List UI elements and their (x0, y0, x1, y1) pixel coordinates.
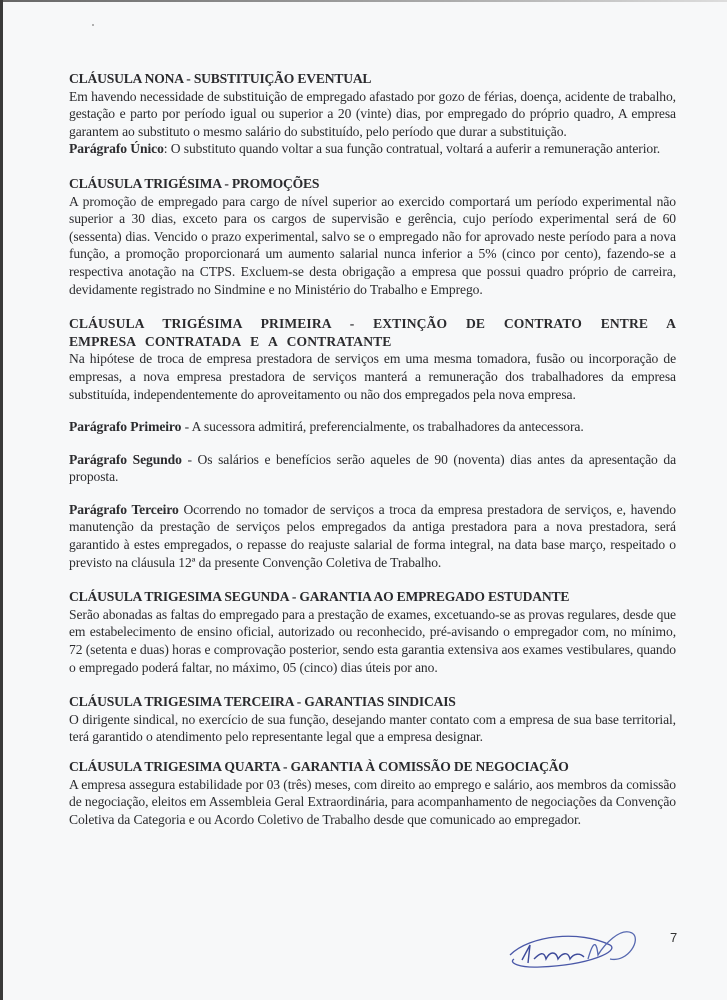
clause-body: Em havendo necessidade de substituição de empregado afastado por gozo de férias, doença, acidente de trabalho, gestação e parto por período igual ou superior a 20 (vinte) dias, por empregado do próprio quadro, A empresa garantem ao substituto o mesmo salário do substituído, pelo período que durar a substituição. (69, 88, 676, 139)
clause-heading: CLÁUSULA NONA - SUBSTITUIÇÃO EVENTUAL (69, 71, 372, 86)
paragraph-label: Parágrafo Único (69, 141, 164, 157)
clause-heading: CLÁUSULA TRIGÉSIMA - PROMOÇÕES (69, 175, 320, 191)
paragraph-text: A sucessora admitirá, preferencialmente, os trabalhadores da antecessora. (191, 419, 584, 435)
clause-trigesima-quarta (69, 758, 676, 828)
clause-trigesima-terceira (69, 693, 676, 746)
paragraph-sep: : (163, 141, 171, 157)
clause-trigesima-segunda (69, 588, 676, 676)
paragraph-segundo (69, 451, 676, 486)
paragraph-label: Parágrafo Terceiro (69, 501, 179, 517)
clause-body: A promoção de empregado para cargo de nível superior ao exercido comportará um período experimental não superior a 30 dias, exceto para os cargos de supervisão e gerência, cujo período experimental será de 60 (sessenta) dias. Vencido o prazo experimental, salvo se o empregado não for aprovado neste período para a nova função, a promoção proporcionará um aumento salarial nunca inferior a 5% (cinco por cento), fazendo-se a respectiva anotação na CTPS. Excluem-se desta obrigação a empresa que possui quadro próprio de carreira, devidamente registrado no Sindmine e no Ministério do Trabalho e Emprego. (69, 193, 676, 297)
clause-body: Na hipótese de troca de empresa prestadora de serviços em uma mesma tomadora, fusão ou incorporação de empresas, a nova empresa prestadora de serviços manterá a remuneração dos trabalhadores da empresa substituída, independentemente do aproveitamento ou não dos empregados pela nova empresa. (69, 351, 676, 402)
scan-left-edge (0, 0, 3, 1000)
paragraph-text: O substituto quando voltar a sua função contratual, voltará a auferir a remuneração anterior. (170, 141, 661, 157)
paragraph-terceiro (69, 501, 676, 571)
scan-top-edge (0, 0, 727, 2)
clause-heading: CLÁUSULA TRIGÉSIMA PRIMEIRA - EXTINÇÃO DE CONTRATO ENTRE A EMPRESA CONTRATADA E A CONTRATANTE (69, 316, 676, 349)
clause-heading: CLÁUSULA TRIGESIMA TERCEIRA - GARANTIAS SINDICAIS (69, 694, 456, 710)
clause-body: Serão abonadas as faltas do empregado para a prestação de exames, excetuando-se as provas regulares, desde que em estabelecimento de ensino oficial, autorizado ou reconhecido, pré-avisando o empregador com, no mínimo, 72 (setenta e duas) horas e comprovação posterior, sendo esta garantia extensiva aos exames vestibulares, quando o empregado poderá faltar, no máximo, 05 (cinco) dias úteis por ano. (69, 606, 676, 675)
scan-speck (92, 24, 94, 26)
paragraph-sep: - (181, 419, 192, 435)
paragraph-label: Parágrafo Segundo (69, 451, 182, 467)
clause-trigesima (69, 175, 676, 298)
clause-heading: CLÁUSULA TRIGESIMA SEGUNDA - GARANTIA AO EMPREGADO ESTUDANTE (69, 589, 570, 605)
clause-heading: CLÁUSULA TRIGESIMA QUARTA - GARANTIA À COMISSÃO DE NEGOCIAÇÃO (69, 759, 569, 774)
page-number: 7 (670, 930, 678, 945)
paragraph-text: Ocorrendo no tomador de serviços a troca da empresa prestadora de serviços, e, havendo manutenção da prestação de serviços pelos empregados da antiga prestadora para a nova prestadora, será garantido à estes empregados, o repasse do reajuste salarial de forma integral, na data base março, respeitado o previsto na cláusula 12ª da presente Convenção Coletiva de Trabalho. (69, 501, 676, 570)
clause-body: A empresa assegura estabilidade por 03 (três) meses, com direito ao emprego e salário, aos membros da comissão de negociação, eleitos em Assembleia Geral Extraordinária, para acompanhamento de negociações da Convenção Coletiva da Categoria e ou Acordo Coletivo de Trabalho desde que comunicado ao empregador. (69, 776, 676, 827)
document-page (69, 70, 676, 828)
clause-body: O dirigente sindical, no exercício de sua função, desejando manter contato com a empresa de sua base territorial, terá garantido o atendimento pelo representante legal que a empresa designar. (69, 711, 676, 745)
paragraph-sep: - (181, 451, 198, 467)
paragraph-primeiro (69, 418, 676, 436)
clause-trigesima-primeira (69, 315, 676, 571)
paragraph-unico (69, 140, 676, 158)
paragraph-label: Parágrafo Primeiro (69, 419, 182, 435)
paragraph-text: Os salários e benefícios serão aqueles de 90 (noventa) dias antes da apresentação da proposta. (69, 451, 677, 485)
signature-icon (500, 915, 650, 975)
clause-nona (69, 70, 676, 158)
